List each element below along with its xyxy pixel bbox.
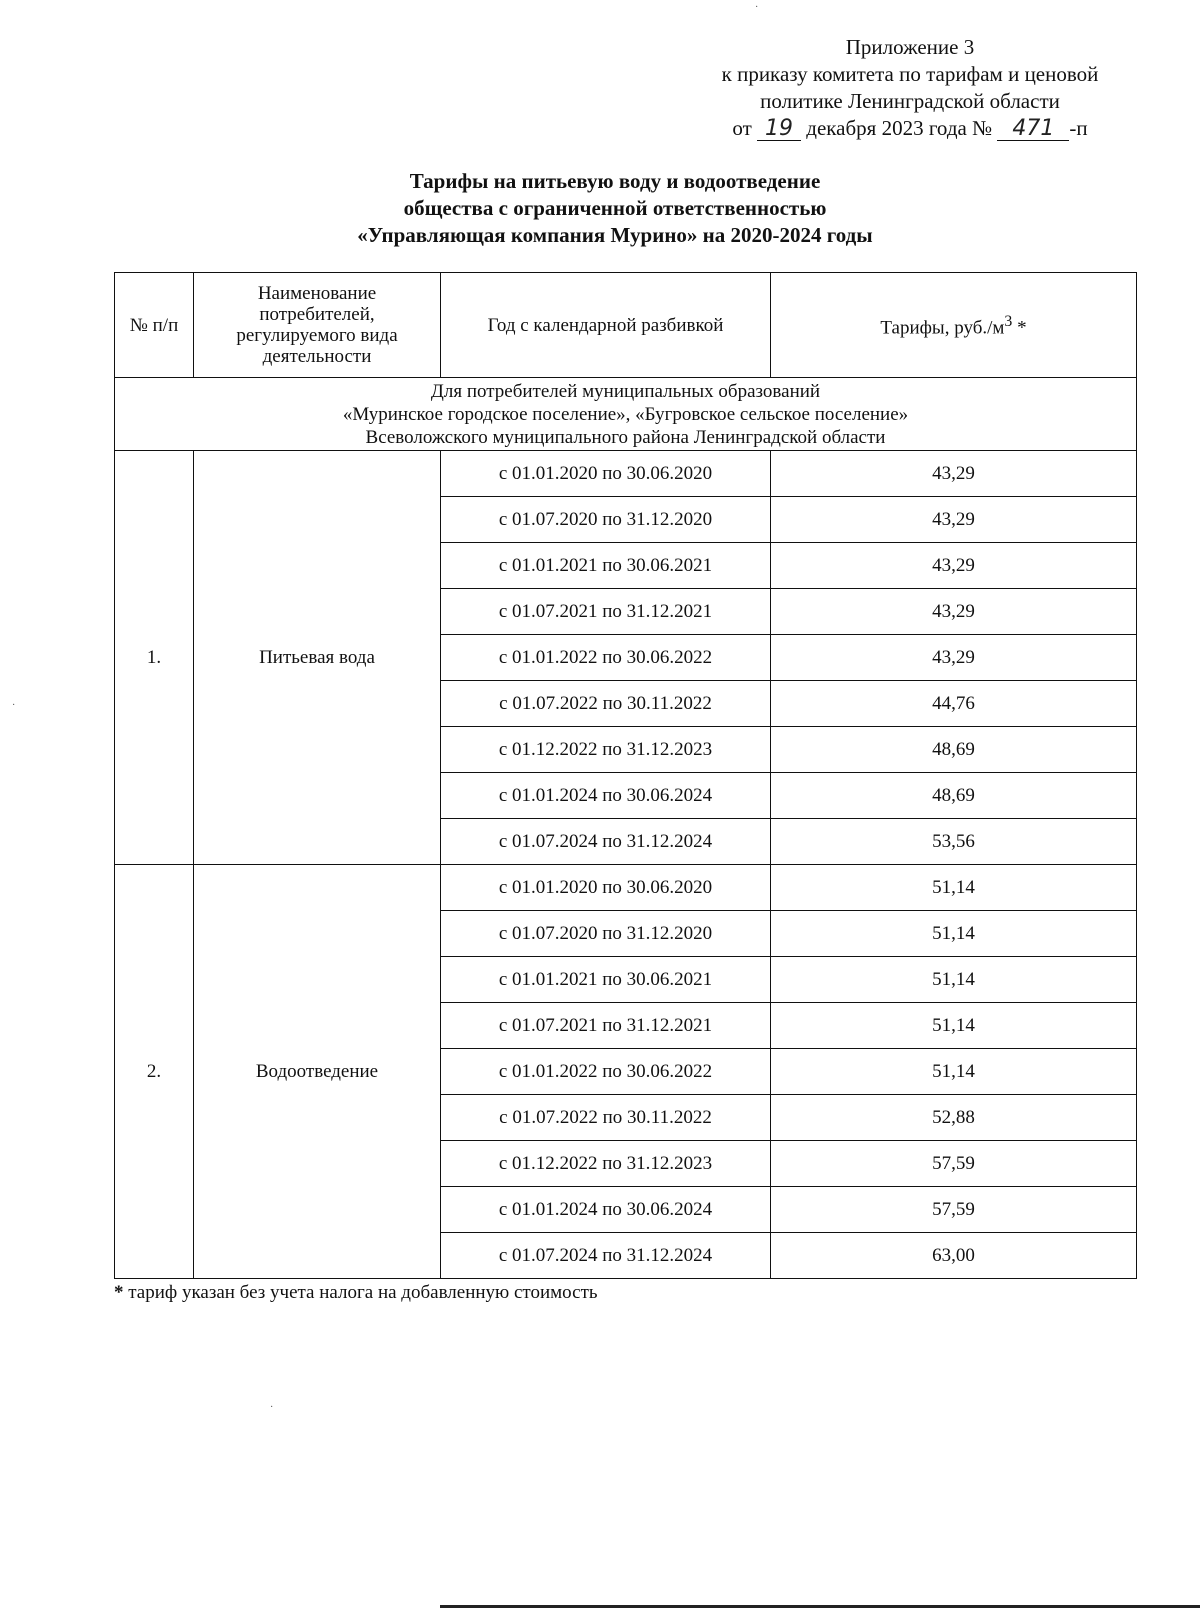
period-cell: с 01.12.2022 по 31.12.2023 [441, 1141, 771, 1187]
tariff-cell: 52,88 [771, 1095, 1137, 1141]
header-tariff-sup: 3 [1004, 313, 1013, 331]
footnote [114, 1282, 598, 1304]
period-cell: с 01.01.2022 по 30.06.2022 [441, 1049, 771, 1095]
tariff-cell: 51,14 [771, 1049, 1137, 1095]
tariff-cell: 43,29 [771, 635, 1137, 681]
period-cell: с 01.07.2022 по 30.11.2022 [441, 681, 771, 727]
tariff-cell: 57,59 [771, 1141, 1137, 1187]
period-cell: с 01.07.2024 по 31.12.2024 [441, 819, 771, 865]
tariff-cell: 51,14 [771, 1003, 1137, 1049]
order-number-suffix: -п [1069, 116, 1088, 140]
scan-speck: · [12, 700, 16, 711]
scan-edge-line [440, 1605, 1200, 1608]
tariff-cell: 43,29 [771, 451, 1137, 497]
region-row [115, 378, 1137, 451]
period-cell: с 01.07.2020 по 31.12.2020 [441, 911, 771, 957]
tariff-cell: 63,00 [771, 1233, 1137, 1279]
group-number: 1. [115, 451, 194, 865]
period-cell: с 01.01.2020 по 30.06.2020 [441, 865, 771, 911]
header-num: № п/п [115, 273, 194, 378]
table-row [115, 865, 1137, 911]
region-line-1: Для потребителей муниципальных образований [430, 380, 821, 402]
period-cell: с 01.12.2022 по 31.12.2023 [441, 727, 771, 773]
tariff-cell: 51,14 [771, 865, 1137, 911]
title-line-1: Тарифы на питьевую воду и водоотведение [409, 169, 821, 193]
period-cell: с 01.07.2021 по 31.12.2021 [441, 1003, 771, 1049]
appendix-date-line [680, 115, 1140, 142]
tariff-cell: 44,76 [771, 681, 1137, 727]
header-period: Год с календарной разбивкой [441, 273, 771, 378]
period-cell: с 01.01.2020 по 30.06.2020 [441, 451, 771, 497]
appendix-title: Приложение 3 [845, 35, 975, 59]
period-cell: с 01.01.2024 по 30.06.2024 [441, 1187, 771, 1233]
period-cell: с 01.01.2021 по 30.06.2021 [441, 957, 771, 1003]
appendix-committee: политике Ленинградской области [760, 89, 1060, 113]
period-cell: с 01.07.2024 по 31.12.2024 [441, 1233, 771, 1279]
scan-speck: · [270, 1402, 274, 1413]
tariff-cell: 43,29 [771, 543, 1137, 589]
title-line-2: общества с ограниченной ответственностью [403, 196, 827, 220]
document-title [220, 168, 1010, 249]
handwritten-order-number: 471 [997, 118, 1069, 141]
tariff-cell: 51,14 [771, 957, 1137, 1003]
table-row [115, 451, 1137, 497]
period-cell: с 01.07.2022 по 30.11.2022 [441, 1095, 771, 1141]
region-cell [115, 378, 1137, 451]
header-tariff [771, 273, 1137, 378]
header-tariff-suffix: * [1012, 317, 1027, 339]
period-cell: с 01.01.2022 по 30.06.2022 [441, 635, 771, 681]
appendix-header [680, 34, 1140, 142]
tariff-cell: 48,69 [771, 727, 1137, 773]
group-name: Питьевая вода [194, 451, 441, 865]
region-line-3: Всеволожского муниципального района Ленинградской области [365, 426, 886, 448]
scan-speck: · [755, 2, 759, 13]
header-name: Наименование потребителей, регулируемого вида деятельности [194, 273, 441, 378]
period-cell: с 01.07.2020 по 31.12.2020 [441, 497, 771, 543]
handwritten-day: 19 [757, 118, 801, 141]
date-prefix: от [732, 116, 752, 140]
tariff-cell: 48,69 [771, 773, 1137, 819]
tariff-cell: 57,59 [771, 1187, 1137, 1233]
period-cell: с 01.07.2021 по 31.12.2021 [441, 589, 771, 635]
group-number: 2. [115, 865, 194, 1279]
group-name: Водоотведение [194, 865, 441, 1279]
region-line-2: «Муринское городское поселение», «Бугровское сельское поселение» [342, 403, 909, 425]
table-header-row [115, 273, 1137, 378]
tariff-cell: 51,14 [771, 911, 1137, 957]
title-line-3: «Управляющая компания Мурино» на 2020-2024 годы [357, 223, 873, 247]
tariff-table [114, 272, 1137, 1279]
period-cell: с 01.01.2024 по 30.06.2024 [441, 773, 771, 819]
footnote-marker: * [114, 1282, 124, 1303]
footnote-text: тариф указан без учета налога на добавленную стоимость [128, 1282, 598, 1303]
period-cell: с 01.01.2021 по 30.06.2021 [441, 543, 771, 589]
tariff-cell: 43,29 [771, 589, 1137, 635]
date-middle: декабря 2023 года № [806, 116, 993, 140]
tariff-cell: 43,29 [771, 497, 1137, 543]
appendix-order-ref: к приказу комитета по тарифам и ценовой [721, 62, 1099, 86]
header-tariff-label: Тарифы, руб./м [880, 317, 1005, 339]
tariff-cell: 53,56 [771, 819, 1137, 865]
